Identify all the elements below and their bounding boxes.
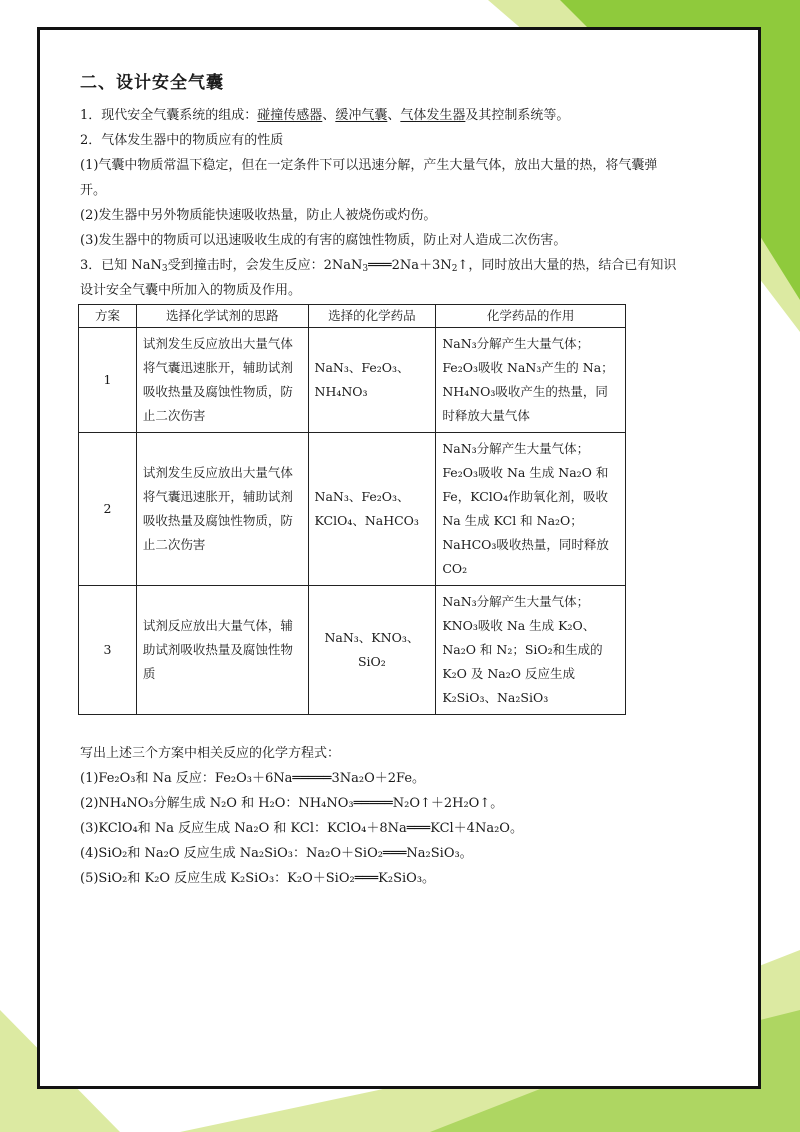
item-1-suffix: 及其控制系统等。 — [465, 108, 570, 123]
equation-line: (4)SiO₂和 Na₂O 反应生成 Na₂SiO₃：Na₂O＋SiO₂═══Na₂SiO₃。 — [80, 846, 473, 861]
item-2-title: 2．气体发生器中的物质应有的性质 — [80, 133, 284, 148]
table-header: 选择的化学药品 — [308, 305, 436, 328]
table-header-row — [79, 305, 626, 328]
plan-chemicals: NaN₃、Fe₂O₃、NH₄NO₃ — [308, 328, 436, 433]
plan-chemicals: NaN₃、Fe₂O₃、KClO₄、NaHCO₃ — [308, 433, 436, 586]
buffer-airbag-term: 缓冲气囊 — [335, 108, 388, 123]
plan-table — [78, 304, 626, 715]
item-3-text: 受到撞击时，会发生反应：2NaN — [167, 258, 363, 273]
item-1 — [80, 103, 680, 128]
item-2-point-2: (2)发生器中另外物质能快速吸收热量，防止人被烧伤或灼伤。 — [80, 208, 437, 223]
plan-id: 1 — [79, 328, 137, 433]
plan-role: NaN₃分解产生大量气体；Fe₂O₃吸收 NaN₃产生的 Na；NH₄NO₃吸收产生的热量，同时释放大量气体 — [436, 328, 626, 433]
table-header: 选择化学试剂的思路 — [136, 305, 308, 328]
equations-section — [80, 741, 680, 891]
plan-chemicals: NaN₃、KNO₃、SiO₂ — [308, 586, 436, 715]
item-3 — [80, 253, 680, 303]
item-3-text: 3．已知 NaN — [80, 258, 162, 273]
table-header: 方案 — [79, 305, 137, 328]
table-row — [79, 586, 626, 715]
plan-idea: 试剂发生反应放出大量气体将气囊迅速胀开，辅助试剂吸收热量及腐蚀性物质，防止二次伤害 — [136, 328, 308, 433]
separator: 、 — [387, 108, 401, 123]
plan-role: NaN₃分解产生大量气体；Fe₂O₃吸收 Na 生成 Na₂O 和 Fe，KClO₄作助氧化剂，吸收 Na 生成 KCl 和 Na₂O；NaHCO₃吸收热量，同时释放 CO₂ — [436, 433, 626, 586]
item-3-text: ═══2Na＋3N — [368, 258, 452, 273]
document-content — [80, 68, 680, 891]
separator: 、 — [322, 108, 336, 123]
equations-intro: 写出上述三个方案中相关反应的化学方程式： — [80, 746, 341, 761]
plan-id: 2 — [79, 433, 137, 586]
equation-line: (5)SiO₂和 K₂O 反应生成 K₂SiO₃：K₂O＋SiO₂═══K₂SiO₃。 — [80, 871, 436, 886]
plan-idea: 试剂发生反应放出大量气体将气囊迅速胀开，辅助试剂吸收热量及腐蚀性物质，防止二次伤害 — [136, 433, 308, 586]
plan-id: 3 — [79, 586, 137, 715]
subscript: 2 — [451, 264, 458, 274]
equation-line: (2)NH₄NO₃分解生成 N₂O 和 H₂O：NH₄NO₃═════N₂O↑＋2H₂O↑。 — [80, 796, 504, 811]
item-3-text: ↑，同时放出大量的热，结合已有知识设计安全气囊中所加入的物质及作用。 — [80, 258, 677, 298]
gas-generator-term: 气体发生器 — [400, 108, 466, 123]
table-row — [79, 328, 626, 433]
equation-line: (1)Fe₂O₃和 Na 反应：Fe₂O₃＋6Na═════3Na₂O＋2Fe。 — [80, 771, 426, 786]
item-2-point-1: (1)气囊中物质常温下稳定，但在一定条件下可以迅速分解，产生大量气体，放出大量的热，将气囊弹开。 — [80, 158, 658, 198]
item-2-point-3: (3)发生器中的物质可以迅速吸收生成的有害的腐蚀性物质，防止对人造成二次伤害。 — [80, 233, 567, 248]
subscript: 3 — [362, 264, 369, 274]
section-title: 二、设计安全气囊 — [80, 73, 224, 93]
plan-idea: 试剂反应放出大量气体，辅助试剂吸收热量及腐蚀性物质 — [136, 586, 308, 715]
equation-line: (3)KClO₄和 Na 反应生成 Na₂O 和 KCl：KClO₄＋8Na═══KCl＋4Na₂O。 — [80, 821, 523, 836]
table-row — [79, 433, 626, 586]
item-1-prefix: 1．现代安全气囊系统的组成： — [80, 108, 258, 123]
collision-sensor-term: 碰撞传感器 — [257, 108, 323, 123]
plan-role: NaN₃分解产生大量气体；KNO₃吸收 Na 生成 K₂O、Na₂O 和 N₂；SiO₂和生成的 K₂O 及 Na₂O 反应生成 K₂SiO₃、Na₂SiO₃ — [436, 586, 626, 715]
subscript: 3 — [161, 264, 168, 274]
table-header: 化学药品的作用 — [436, 305, 626, 328]
